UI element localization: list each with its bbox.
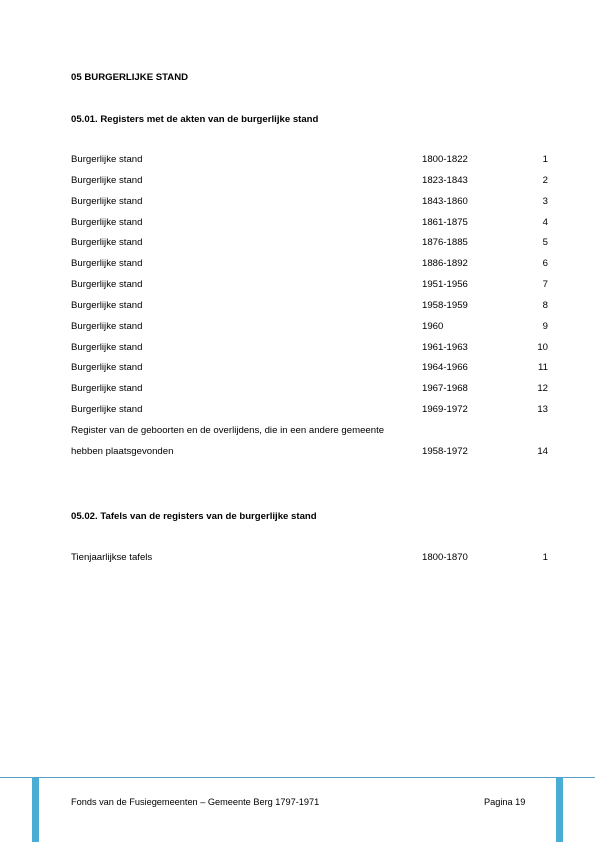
item-period: 1951-1956 [422, 279, 468, 291]
list-item [71, 213, 548, 234]
item-period: 1960 [422, 320, 444, 332]
item-description-line2: hebben plaatsgevonden [71, 445, 174, 457]
list-item [71, 358, 548, 379]
item-number: 3 [542, 195, 548, 207]
item-period: 1861-1875 [422, 216, 468, 228]
item-number: 11 [538, 362, 548, 374]
list-item [71, 400, 548, 421]
item-description: Burgerlijke stand [71, 195, 143, 207]
list-item [71, 338, 548, 359]
item-description: Burgerlijke stand [71, 320, 143, 332]
item-description: Burgerlijke stand [71, 279, 143, 291]
list-item [71, 233, 548, 254]
item-number: 1 [542, 552, 548, 563]
item-number: 8 [542, 299, 548, 311]
item-period: 1800-1870 [422, 552, 468, 563]
item-description: Burgerlijke stand [71, 237, 143, 249]
list-item [71, 442, 548, 463]
footer-title: Fonds van de Fusiegemeenten – Gemeente Berg 1797-1971 [71, 797, 320, 807]
subsection-title-2: 05.02. Tafels van de registers van de burgerlijke stand [71, 511, 317, 522]
item-number: 9 [542, 320, 548, 332]
list-item [71, 296, 548, 317]
list-item [71, 548, 548, 569]
item-number: 7 [542, 279, 548, 291]
item-description: Burgerlijke stand [71, 341, 143, 353]
item-description: Burgerlijke stand [71, 216, 143, 228]
item-description: Tienjaarlijkse tafels [71, 552, 153, 563]
item-number: 13 [537, 404, 548, 416]
item-period: 1958-1959 [422, 299, 468, 311]
item-description: Burgerlijke stand [71, 258, 143, 270]
list-item [71, 317, 548, 338]
item-period: 1964-1966 [422, 362, 468, 374]
item-period: 1967-1968 [422, 383, 468, 395]
item-description-line1: Register van de geboorten en de overlijdens, die in een andere gemeente [71, 424, 385, 436]
item-period: 1823-1843 [422, 174, 468, 186]
item-number: 2 [542, 174, 548, 186]
item-period: 1800-1822 [422, 154, 468, 165]
item-number: 5 [542, 237, 548, 249]
item-number: 6 [542, 258, 548, 270]
list-item [71, 421, 548, 442]
tables-list [71, 548, 548, 569]
item-period: 1961-1963 [422, 341, 468, 353]
item-description: Burgerlijke stand [71, 299, 143, 311]
footer-accent-bar-left [32, 778, 39, 842]
item-period: 1876-1885 [422, 237, 468, 249]
page-number: Pagina 19 [484, 797, 526, 807]
list-item [71, 171, 548, 192]
footer-accent-bar-right [556, 778, 563, 842]
item-number: 14 [537, 445, 548, 457]
item-period: 1969-1972 [422, 404, 468, 416]
list-item [71, 192, 548, 213]
item-period: 1886-1892 [422, 258, 468, 270]
list-item [71, 379, 548, 400]
item-number: 10 [537, 341, 548, 353]
register-list [71, 150, 548, 463]
item-description: Burgerlijke stand [71, 154, 143, 165]
list-item [71, 275, 548, 296]
subsection-title-1: 05.01. Registers met de akten van de burgerlijke stand [71, 114, 319, 125]
item-number: 4 [542, 216, 548, 228]
item-description: Burgerlijke stand [71, 383, 143, 395]
item-description: Burgerlijke stand [71, 404, 143, 416]
item-period: 1843-1860 [422, 195, 468, 207]
item-description: Burgerlijke stand [71, 174, 143, 186]
item-description: Burgerlijke stand [71, 362, 143, 374]
section-title: 05 BURGERLIJKE STAND [71, 72, 189, 83]
item-period: 1958-1972 [422, 445, 468, 457]
item-number: 1 [542, 154, 548, 165]
item-number: 12 [537, 383, 548, 395]
list-item [71, 254, 548, 275]
list-item [71, 150, 548, 171]
footer-divider [0, 777, 595, 778]
